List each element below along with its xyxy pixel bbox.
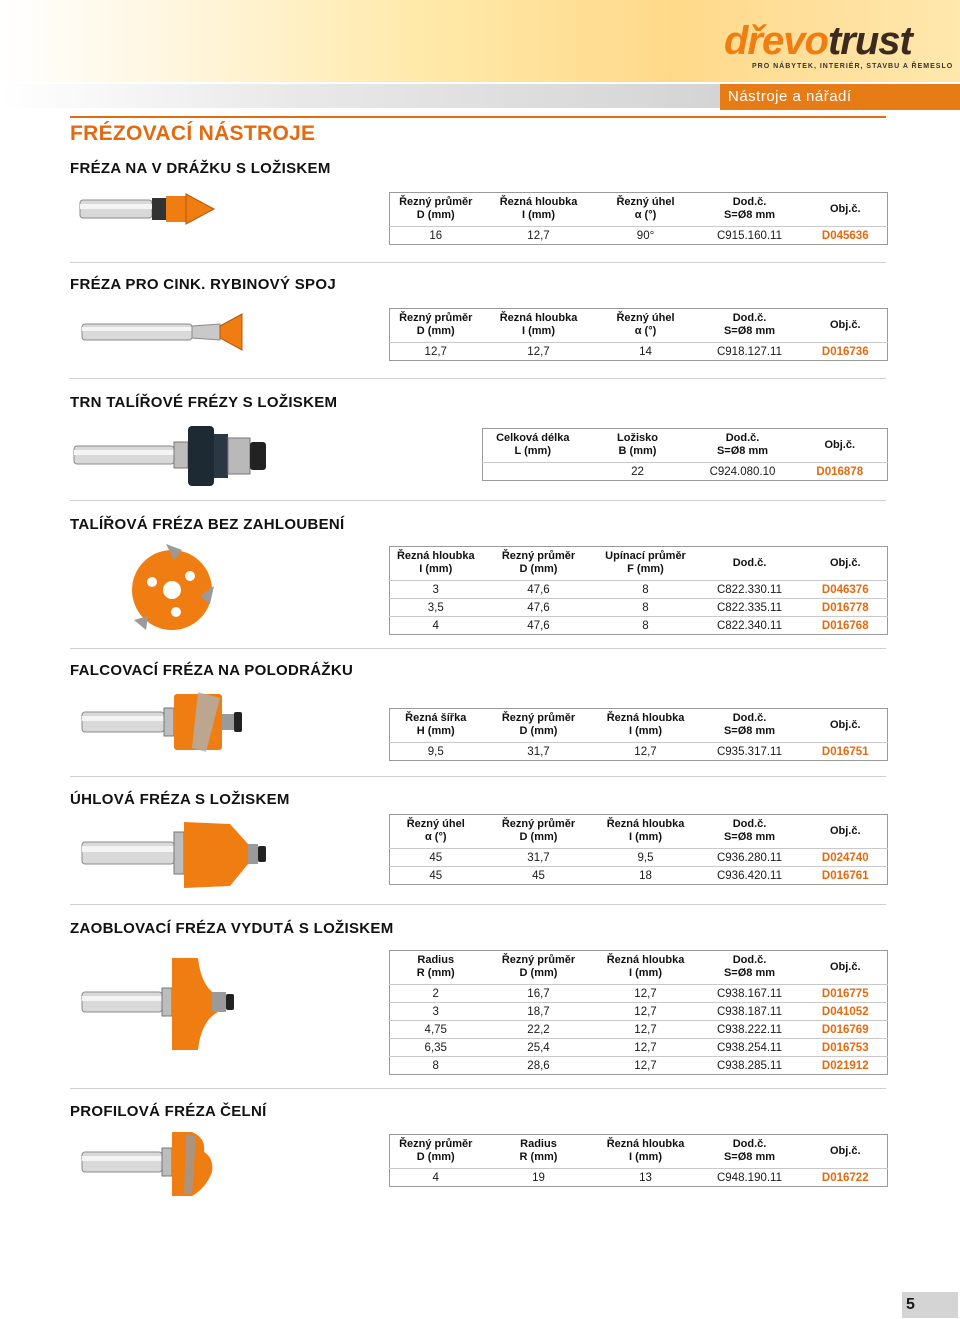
column-header: Dod.č. S=Ø8 mm <box>723 312 776 337</box>
column-header: Řezný průměr D (mm) <box>399 196 473 221</box>
table-header-row <box>483 429 888 463</box>
column-header: Řezná hloubka I (mm) <box>396 550 475 575</box>
table-cell: 47,6 <box>482 599 596 617</box>
title-rule <box>70 116 886 118</box>
table-cell: 45 <box>482 867 596 885</box>
section-divider <box>70 262 886 263</box>
spec-table <box>389 1134 888 1187</box>
order-number: D016769 <box>804 1021 888 1039</box>
table-header-row <box>390 309 888 343</box>
order-number: D016878 <box>793 463 888 481</box>
table-cell: 2 <box>390 985 482 1003</box>
table-row <box>390 743 888 761</box>
table-cell: C924.080.10 <box>693 463 793 481</box>
column-header: Dod.č. S=Ø8 mm <box>716 432 769 457</box>
column-header: Obj.č. <box>829 824 861 837</box>
table-cell: 4 <box>390 1169 482 1187</box>
page-number: 5 <box>902 1292 958 1318</box>
table-cell: 6,35 <box>390 1039 482 1057</box>
column-header: Řezná hloubka I (mm) <box>606 954 685 979</box>
order-number: D016751 <box>804 743 888 761</box>
section-title: PROFILOVÁ FRÉZA ČELNÍ <box>70 1103 267 1120</box>
column-header: Ložisko B (mm) <box>617 432 658 457</box>
column-header: Řezný úhel α (°) <box>406 818 465 843</box>
section-divider <box>70 500 886 501</box>
column-header: Dod.č. S=Ø8 mm <box>723 818 776 843</box>
order-number: D016722 <box>804 1169 888 1187</box>
column-header: Řezný úhel α (°) <box>616 312 675 337</box>
column-header: Řezná hloubka I (mm) <box>499 312 578 337</box>
table-cell: 12,7 <box>596 1039 696 1057</box>
section-divider <box>70 776 886 777</box>
page-title: FRÉZOVACÍ NÁSTROJE <box>70 122 316 145</box>
spec-table <box>389 546 888 635</box>
table-cell: 12,7 <box>596 1021 696 1039</box>
table-cell: 31,7 <box>482 849 596 867</box>
table-cell: 12,7 <box>596 1003 696 1021</box>
table-cell: C938.222.11 <box>696 1021 804 1039</box>
table-cell: 90° <box>596 227 696 245</box>
table-cell: 12,7 <box>390 343 482 361</box>
table-cell: 3 <box>390 581 482 599</box>
table-header-row <box>390 709 888 743</box>
column-header: Řezná šířka H (mm) <box>405 712 467 737</box>
section-divider <box>70 648 886 649</box>
table-row <box>390 617 888 635</box>
spec-table <box>389 308 888 361</box>
column-header: Dod.č. S=Ø8 mm <box>723 954 776 979</box>
column-header: Upínací průměr F (mm) <box>605 550 686 575</box>
cove-bit-image <box>80 952 245 1057</box>
order-number: D046376 <box>804 581 888 599</box>
order-number: D045636 <box>804 227 888 245</box>
column-header: Řezný průměr D (mm) <box>399 1138 473 1163</box>
column-header: Obj.č. <box>829 556 861 569</box>
table-cell: C822.335.11 <box>696 599 804 617</box>
order-number: D016768 <box>804 617 888 635</box>
rebate-bit-image <box>80 688 245 760</box>
column-header: Řezný průměr D (mm) <box>501 954 576 979</box>
section-title: FRÉZA NA V DRÁŽKU S LOŽISKEM <box>70 160 331 177</box>
order-number: D016775 <box>804 985 888 1003</box>
table-cell: C936.420.11 <box>696 867 804 885</box>
table-header-row <box>390 1135 888 1169</box>
table-cell: 8 <box>596 581 696 599</box>
column-header: Dod.č. <box>732 556 767 569</box>
table-cell: 12,7 <box>596 985 696 1003</box>
column-header: Řezný průměr D (mm) <box>501 550 576 575</box>
order-number: D016778 <box>804 599 888 617</box>
table-cell: 3 <box>390 1003 482 1021</box>
section-title: TALÍŘOVÁ FRÉZA BEZ ZAHLOUBENÍ <box>70 516 345 533</box>
table-cell: 8 <box>596 617 696 635</box>
order-number: D021912 <box>804 1057 888 1075</box>
table-cell: 12,7 <box>596 743 696 761</box>
table-cell: C915.160.11 <box>696 227 804 245</box>
table-cell: 16 <box>390 227 482 245</box>
column-header: Dod.č. S=Ø8 mm <box>723 712 776 737</box>
spec-table <box>389 814 888 885</box>
table-cell: C948.190.11 <box>696 1169 804 1187</box>
table-cell: C822.330.11 <box>696 581 804 599</box>
table-row <box>390 581 888 599</box>
table-cell: 18,7 <box>482 1003 596 1021</box>
table-cell: 4 <box>390 617 482 635</box>
table-cell: C938.167.11 <box>696 985 804 1003</box>
table-cell: C935.317.11 <box>696 743 804 761</box>
chamfer-bit-image <box>80 818 270 894</box>
table-cell: 16,7 <box>482 985 596 1003</box>
table-cell: 25,4 <box>482 1039 596 1057</box>
profile-bit-image <box>80 1128 225 1200</box>
order-number: D016761 <box>804 867 888 885</box>
section-title: ÚHLOVÁ FRÉZA S LOŽISKEM <box>70 791 290 808</box>
column-header: Řezný průměr D (mm) <box>501 712 576 737</box>
column-header: Obj.č. <box>829 1144 861 1157</box>
spec-table <box>389 192 888 245</box>
table-row <box>390 599 888 617</box>
column-header: Řezný průměr D (mm) <box>399 312 473 337</box>
table-cell: 12,7 <box>596 1057 696 1075</box>
column-header: Řezná hloubka I (mm) <box>606 818 685 843</box>
table-row <box>390 1039 888 1057</box>
table-cell: C938.187.11 <box>696 1003 804 1021</box>
category-label: Nástroje a nářadí <box>720 84 960 110</box>
table-cell: 45 <box>390 849 482 867</box>
logo-part-2: trust <box>827 19 912 63</box>
section-title: ZAOBLOVACÍ FRÉZA VYDUTÁ S LOŽISKEM <box>70 920 394 937</box>
order-number: D024740 <box>804 849 888 867</box>
table-cell: 14 <box>596 343 696 361</box>
spec-table <box>389 950 888 1075</box>
table-row <box>390 343 888 361</box>
order-number: D041052 <box>804 1003 888 1021</box>
dovetail-bit-image <box>80 310 245 355</box>
table-cell: 12,7 <box>482 343 596 361</box>
table-row <box>390 1057 888 1075</box>
table-row <box>390 985 888 1003</box>
arbor-image <box>72 418 272 493</box>
table-cell: C938.285.11 <box>696 1057 804 1075</box>
column-header: Dod.č. S=Ø8 mm <box>723 1138 776 1163</box>
table-cell: 22,2 <box>482 1021 596 1039</box>
section-divider <box>70 904 886 905</box>
table-cell: 31,7 <box>482 743 596 761</box>
table-cell: C938.254.11 <box>696 1039 804 1057</box>
spec-table <box>482 428 888 481</box>
table-cell: 13 <box>596 1169 696 1187</box>
column-header: Obj.č. <box>824 438 856 451</box>
column-header: Radius R (mm) <box>519 1138 558 1163</box>
section-title: TRN TALÍŘOVÉ FRÉZY S LOŽISKEM <box>70 394 338 411</box>
v-groove-bit-image <box>78 186 218 236</box>
table-cell: 47,6 <box>482 581 596 599</box>
column-header: Řezná hloubka I (mm) <box>606 1138 685 1163</box>
order-number: D016736 <box>804 343 888 361</box>
table-header-row <box>390 951 888 985</box>
table-row <box>483 463 888 481</box>
section-divider <box>70 1088 886 1089</box>
table-cell: C918.127.11 <box>696 343 804 361</box>
table-cell: 45 <box>390 867 482 885</box>
table-cell: 3,5 <box>390 599 482 617</box>
column-header: Řezný úhel α (°) <box>616 196 675 221</box>
table-row <box>390 227 888 245</box>
table-cell: 4,75 <box>390 1021 482 1039</box>
table-cell: 22 <box>583 463 693 481</box>
order-number: D016753 <box>804 1039 888 1057</box>
column-header: Řezný průměr D (mm) <box>501 818 576 843</box>
table-header-row <box>390 547 888 581</box>
brand-tagline: PRO NÁBYTEK, INTERIÉR, STAVBU A ŘEMESLO <box>752 63 954 70</box>
section-divider <box>70 378 886 379</box>
section-title: FALCOVACÍ FRÉZA NA POLODRÁŽKU <box>70 662 354 679</box>
spec-table <box>389 708 888 761</box>
table-cell <box>483 463 583 481</box>
column-header: Obj.č. <box>829 960 861 973</box>
table-header-row <box>390 193 888 227</box>
table-cell: 18 <box>596 867 696 885</box>
section-title: FRÉZA PRO CINK. RYBINOVÝ SPOJ <box>70 276 336 293</box>
table-cell: 47,6 <box>482 617 596 635</box>
column-header: Obj.č. <box>829 202 861 215</box>
table-row <box>390 1003 888 1021</box>
table-cell: 28,6 <box>482 1057 596 1075</box>
column-header: Radius R (mm) <box>416 954 455 979</box>
table-cell: 9,5 <box>596 849 696 867</box>
header-gray-bar <box>0 84 720 108</box>
table-cell: 12,7 <box>482 227 596 245</box>
column-header: Obj.č. <box>829 718 861 731</box>
table-header-row <box>390 815 888 849</box>
table-row <box>390 867 888 885</box>
column-header: Celková délka L (mm) <box>496 432 570 457</box>
table-cell: 19 <box>482 1169 596 1187</box>
table-row <box>390 1169 888 1187</box>
table-cell: C822.340.11 <box>696 617 804 635</box>
table-cell: 9,5 <box>390 743 482 761</box>
column-header: Dod.č. S=Ø8 mm <box>723 196 776 221</box>
brand-logo <box>724 18 912 64</box>
column-header: Řezná hloubka I (mm) <box>499 196 578 221</box>
column-header: Řezná hloubka I (mm) <box>606 712 685 737</box>
slot-cutter-image <box>112 540 232 640</box>
logo-part-1: dřevo <box>724 19 828 63</box>
column-header: Obj.č. <box>829 318 861 331</box>
table-cell: C936.280.11 <box>696 849 804 867</box>
table-cell: 8 <box>596 599 696 617</box>
table-row <box>390 849 888 867</box>
table-row <box>390 1021 888 1039</box>
table-cell: 8 <box>390 1057 482 1075</box>
